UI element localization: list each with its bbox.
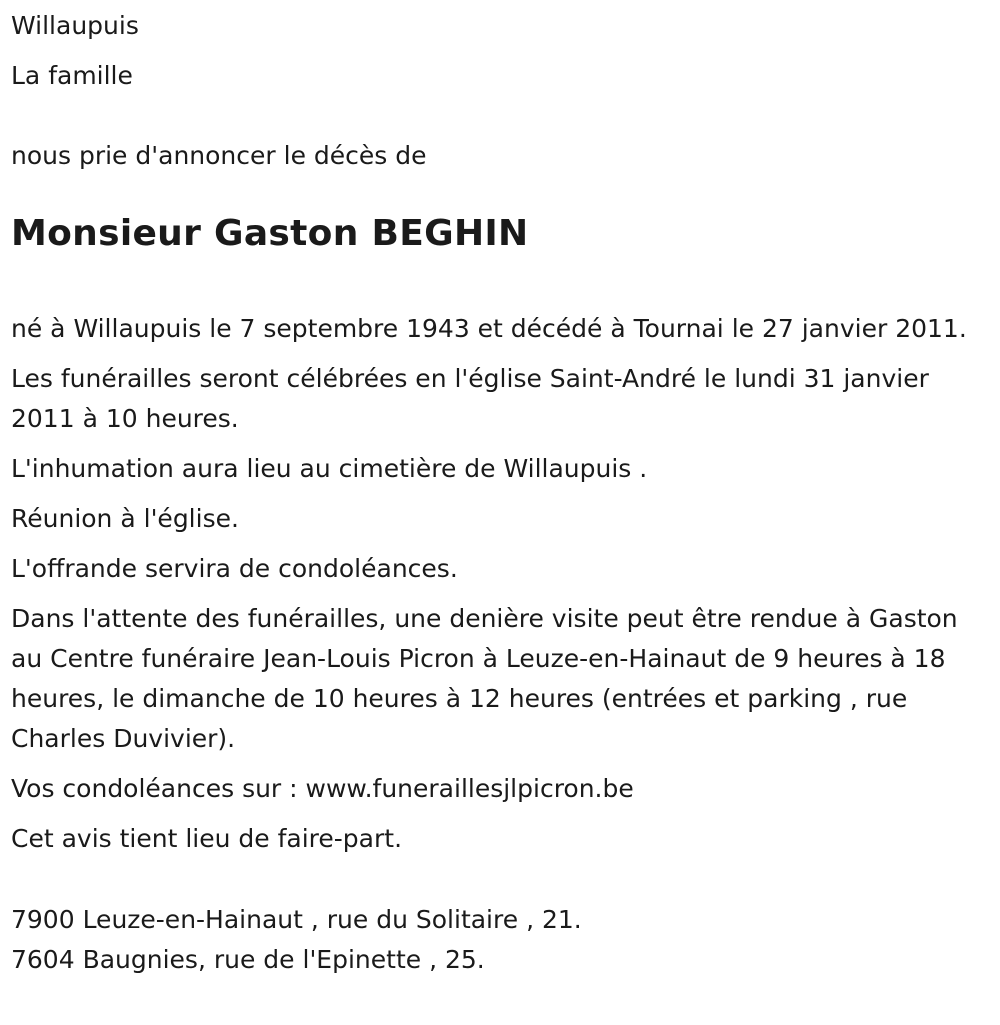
gathering-paragraph: Réunion à l'église.: [11, 504, 239, 533]
notice-paragraph: Cet avis tient lieu de faire-part.: [11, 824, 403, 853]
offering-paragraph: L'offrande servira de condoléances.: [11, 554, 458, 583]
notice-body: [11, 309, 989, 859]
burial-paragraph: L'inhumation aura lieu au cimetière de Willaupuis .: [11, 454, 648, 483]
announcement-text: nous prie d'annoncer le décès de: [11, 141, 427, 170]
family-text: La famille: [11, 61, 133, 90]
deceased-name: Monsieur Gaston BEGHIN: [11, 213, 529, 254]
addresses: [11, 900, 989, 980]
funeral-paragraph: Les funérailles seront célébrées en l'église Saint-André le lundi 31 janvier 2011 à 10 heures.: [11, 364, 929, 433]
location-text: Willaupuis: [11, 11, 139, 40]
visitation-paragraph: Dans l'attente des funérailles, une denière visite peut être rendue à Gaston au Centre funéraire Jean-Louis Picron à Leuze-en-Hainaut de 9 heures à 18 heures, le dimanche de 10 heures à 12 heures (entrées et parking , rue Charles Duvivier).: [11, 604, 958, 753]
condolences-paragraph: Vos condoléances sur : www.funeraillesjlpicron.be: [11, 774, 634, 803]
birth-death-paragraph: né à Willaupuis le 7 septembre 1943 et décédé à Tournai le 27 janvier 2011.: [11, 314, 967, 343]
address-line: 7900 Leuze-en-Hainaut , rue du Solitaire , 21.: [11, 905, 582, 934]
address-line: 7604 Baugnies, rue de l'Epinette , 25.: [11, 945, 485, 974]
